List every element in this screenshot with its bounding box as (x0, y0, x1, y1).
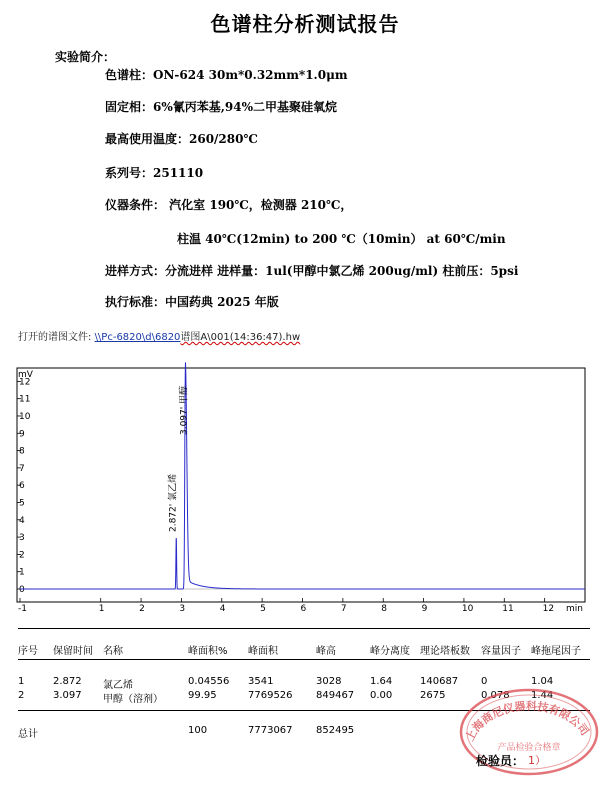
x-tick-label: 12 (542, 604, 555, 614)
y-tick-label: 2 (19, 550, 25, 561)
file-path-rest: 谱图A\001(14:36:47).hw (180, 332, 301, 343)
file-line (18, 328, 300, 343)
x-tick-label: 9 (421, 604, 428, 614)
x-tick-label: 3 (179, 604, 186, 614)
y-tick-label: 0 (19, 585, 25, 595)
y-tick-label: 3 (19, 533, 25, 544)
table-cell: 2 (18, 690, 25, 701)
max-temp-line: 最高使用温度：260/280℃ (105, 132, 258, 146)
x-tick-label: 2 (139, 604, 145, 614)
injection-line: 进样方式：分流进样 进样量：1ul(甲醇中氯乙烯 200ug/ml) 柱前压：5psi (105, 264, 519, 278)
x-tick-label: 4 (219, 604, 226, 614)
table-cell: 1.04 (531, 676, 554, 687)
chromatogram-trace (20, 362, 585, 589)
peak-label: 2.872' 氯乙烯 (168, 473, 179, 532)
peak-label: 3.097' 甲醇 (179, 385, 190, 435)
stationary-phase-line: 固定相：6%氰丙苯基,94%二甲基聚硅氧烷 (105, 100, 338, 114)
table-cell: 3028 (316, 676, 342, 687)
y-tick-label: 4 (19, 515, 25, 526)
plot-frame (17, 368, 585, 602)
table-cell: 2.872 (53, 676, 82, 687)
table-cell: 140687 (420, 676, 459, 687)
x-tick-label: 6 (300, 604, 307, 614)
table-header-cell: 容量因子 (481, 646, 521, 657)
x-tick-label: 7 (340, 604, 347, 614)
x-tick-label: -1 (18, 604, 27, 614)
file-label: 打开的谱图文件: (18, 332, 92, 343)
x-tick-label: 5 (260, 604, 266, 614)
table-header-cell: 峰面积% (188, 646, 228, 657)
x-tick-label: 8 (381, 604, 387, 614)
file-path-link[interactable]: \\Pc-6820\d\6820 (94, 332, 181, 343)
table-header-cell: 理论塔板数 (420, 646, 470, 657)
total-area: 7773067 (248, 725, 293, 736)
y-axis-label: mV (18, 370, 33, 380)
table-header-cell: 峰拖尾因子 (531, 646, 581, 657)
table-cell: 3541 (248, 676, 274, 687)
inspector-label: 检验员： (476, 754, 525, 768)
table-cell: 0.078 (481, 690, 510, 701)
table-cell: 0.04556 (188, 676, 230, 687)
total-height: 852495 (316, 725, 355, 736)
y-tick-label: 10 (19, 411, 31, 422)
table-cell: 0.00 (370, 690, 393, 701)
table-cell: 849467 (316, 690, 355, 701)
table-cell: 99.95 (188, 690, 217, 701)
table-header-cell: 峰分离度 (370, 646, 410, 657)
y-tick-label: 9 (19, 429, 25, 440)
y-tick-label: 6 (19, 481, 25, 492)
oven-program-line: 柱温 40℃(12min) to 200 ℃（10min） at 60℃/min (177, 232, 506, 246)
y-tick-label: 7 (19, 463, 25, 474)
y-tick-label: 1 (19, 567, 25, 578)
table-header-cell: 峰面积 (248, 646, 278, 657)
conditions-line: 仪器条件： 汽化室 190℃，检测器 210℃， (105, 198, 353, 212)
total-area-pct: 100 (188, 725, 208, 736)
table-cell: 3.097 (53, 690, 82, 701)
x-tick-label: 11 (502, 604, 514, 614)
serial-line: 系列号：251110 (105, 166, 204, 180)
table-cell: 0 (481, 676, 488, 687)
y-tick-label: 11 (19, 394, 31, 405)
table-cell: 1.44 (531, 690, 554, 701)
table-header-cell: 序号 (18, 646, 38, 657)
x-tick-label: 1 (98, 604, 105, 614)
table-header-cell: 峰高 (316, 646, 336, 657)
chromatogram-chart (0, 360, 610, 622)
total-label: 总计 (18, 729, 38, 740)
table-header-cell: 名称 (103, 646, 123, 657)
table-cell: 1 (18, 676, 25, 687)
y-tick-label: 8 (19, 446, 25, 457)
table-cell: 氯乙烯 (103, 680, 133, 691)
table-cell: 甲醇（溶剂） (103, 694, 163, 705)
intro-label: 实验简介： (55, 50, 116, 64)
x-tick-label: 10 (461, 604, 474, 614)
table-cell: 7769526 (248, 690, 293, 701)
standard-line: 执行标准：中国药典 2025 年版 (105, 295, 279, 309)
column-line: 色谱柱：ON-624 30m*0.32mm*1.0μm (105, 68, 348, 82)
table-header-cell: 保留时间 (53, 646, 93, 657)
x-axis-label: min (566, 604, 583, 614)
svg-text:产品检验合格章: 产品检验合格章 (497, 743, 561, 753)
svg-text:上海商尼仪器科技有限公司: 上海商尼仪器科技有限公司 (463, 699, 592, 744)
report-title: 色谱柱分析测试报告 (210, 12, 400, 36)
y-tick-label: 12 (19, 377, 31, 388)
table-cell: 2675 (420, 690, 446, 701)
table-cell: 1.64 (370, 676, 393, 687)
inspector-signature: 1） (528, 754, 546, 767)
y-tick-label: 5 (19, 498, 25, 509)
